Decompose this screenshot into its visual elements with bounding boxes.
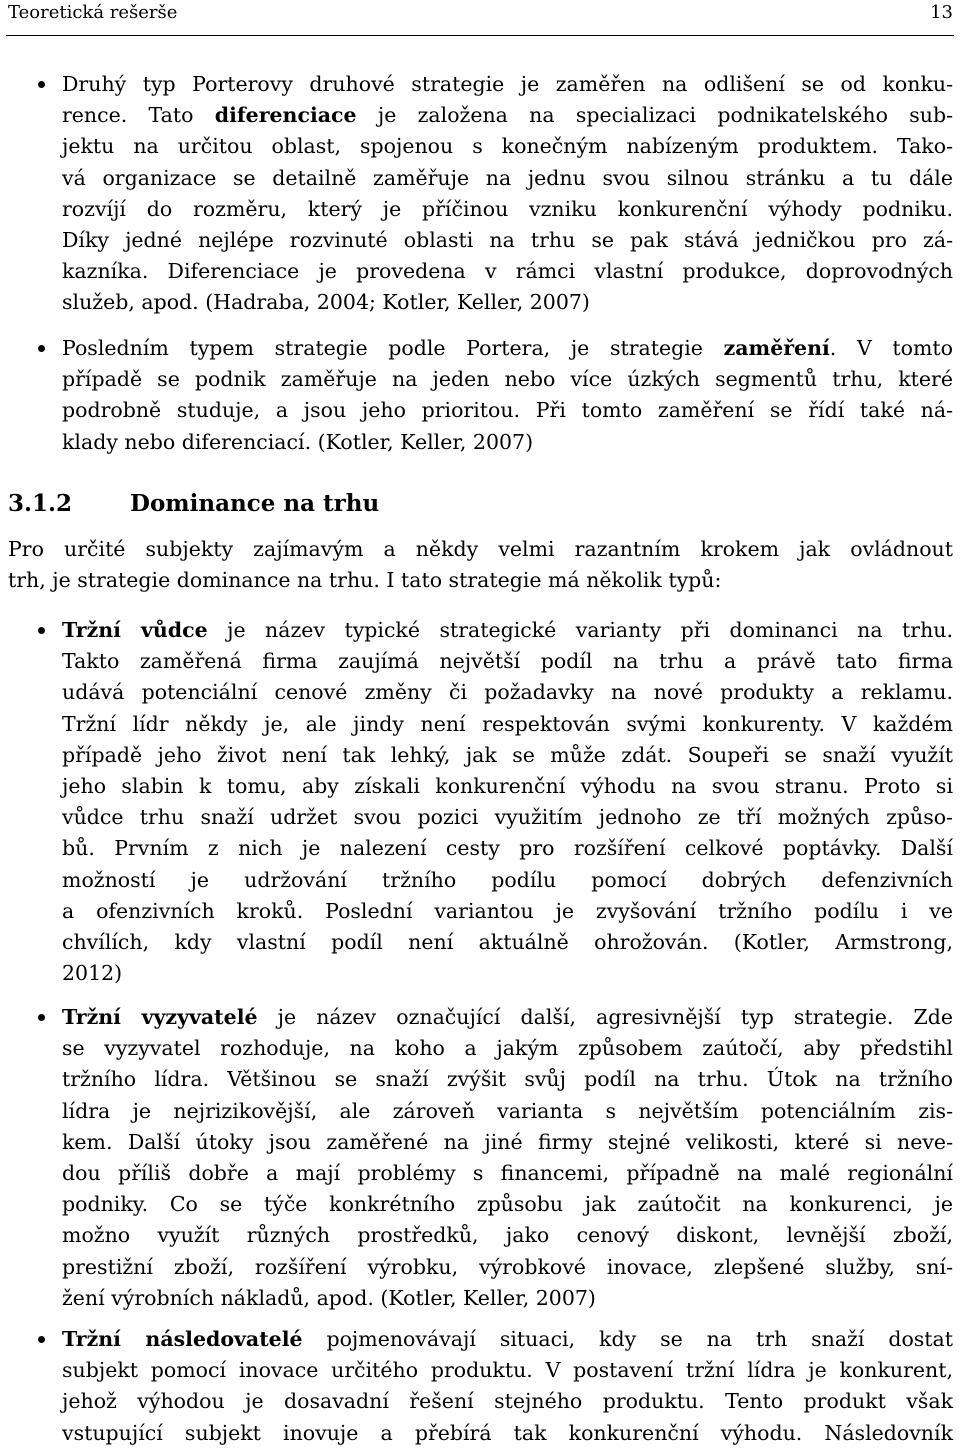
bullet-icon bbox=[38, 1336, 45, 1343]
text-line: žení výrobních nákladů, apod. (Kotler, Keller, 2007) bbox=[62, 1285, 596, 1310]
bullet-icon bbox=[38, 1014, 45, 1021]
text-line bbox=[62, 1324, 953, 1355]
header-title: Teoretická rešerše bbox=[8, 2, 178, 23]
text-line: prestižní zboží, rozšíření výrobku, výrobkové inovace, zlepšené služby, sní- bbox=[62, 1254, 953, 1279]
bullet-item bbox=[0, 69, 953, 319]
text-line: možností je udržování tržního podílu pomocí dobrých defenzivních bbox=[62, 867, 953, 892]
text-run: je založena na specializaci podnikatelského sub- bbox=[356, 103, 953, 128]
text-line: 2012) bbox=[62, 961, 123, 986]
text-line: kem. Další útoky jsou zaměřené na jiné firmy stejné velikosti, které si neve- bbox=[62, 1129, 953, 1154]
text-line: jeho slabin k tomu, aby získali konkurenční výhodu na svou stranu. Proto si bbox=[62, 773, 953, 798]
text-line: vá organizace se detailně zaměřuje na jednu svou silnou stránku a tu dále bbox=[62, 165, 953, 190]
bullet-icon bbox=[38, 627, 45, 634]
text-line bbox=[62, 1002, 953, 1033]
bold-term: Tržní vyzyvatelé bbox=[62, 1005, 258, 1029]
intro-paragraph bbox=[8, 534, 953, 596]
bullet-text bbox=[62, 69, 953, 319]
text-line: trh, je strategie dominance na trhu. I tato strategie má několik typů: bbox=[8, 568, 722, 593]
text-line: případě jeho život není tak lehký, jak se může zdát. Soupeři se snaží využít bbox=[62, 742, 953, 767]
text-line: chvílích, kdy vlastní podíl není aktuálně ohrožován. (Kotler, Armstrong, bbox=[62, 929, 953, 954]
text-line: Pro určité subjekty zajímavým a někdy velmi razantním krokem jak ovládnout bbox=[8, 537, 953, 561]
bullet-icon bbox=[38, 81, 45, 88]
text-line: Druhý typ Porterovy druhové strategie je zaměřen na odlišení se od konku- bbox=[62, 72, 953, 96]
text-line: vůdce trhu snaží udržet svou pozici využitím jednoho ze tří možných způso- bbox=[62, 805, 953, 830]
text-line: jehož výhodou je dosavadní řešení stejného produktu. Tento produkt však bbox=[62, 1389, 953, 1414]
bullet-text bbox=[62, 1324, 953, 1449]
text-run: pojmenovávají situaci, kdy se na trh snaží dostat bbox=[302, 1327, 954, 1351]
bold-term: zaměření bbox=[723, 336, 830, 360]
text-line: a ofenzivních kroků. Poslední variantou je zvyšování tržního podílu i ve bbox=[62, 898, 953, 923]
bold-term: Tržní vůdce bbox=[62, 618, 208, 642]
text-line: udává potenciální cenové změny či požadavky na nové produkty a reklamu. bbox=[62, 680, 953, 705]
text-line bbox=[62, 333, 953, 364]
text-line: bů. Prvním z nich je nalezení cesty pro rozšíření celkové poptávky. Další bbox=[62, 836, 953, 861]
header-rule bbox=[6, 35, 954, 36]
text-line bbox=[62, 615, 953, 646]
bullet-item bbox=[0, 1002, 953, 1314]
bullet-text bbox=[62, 333, 953, 458]
page-number: 13 bbox=[930, 2, 953, 23]
text-line: Tržní lídr někdy je, ale jindy není respektován svými konkurenty. V každém bbox=[62, 711, 953, 736]
text-line: se vyzyvatel rozhoduje, na koho a jakým způsobem zaútočí, aby předstihl bbox=[62, 1036, 953, 1061]
text-line bbox=[62, 100, 953, 131]
text-run: Posledním typem strategie podle Portera, je strategie bbox=[62, 336, 724, 360]
text-line: případě se podnik zaměřuje na jeden nebo více úzkých segmentů trhu, které bbox=[62, 367, 953, 392]
text-run: je název označující další, agresivnější typ strategie. Zde bbox=[257, 1005, 954, 1029]
text-run: rence. Tato bbox=[62, 103, 215, 128]
text-line: vstupující subjekt inovuje a přebírá tak konkurenční výhodu. Následovník bbox=[62, 1420, 953, 1445]
text-line: služeb, apod. (Hadraba, 2004; Kotler, Keller, 2007) bbox=[62, 290, 590, 315]
text-line: klady nebo diferenciací. (Kotler, Keller, 2007) bbox=[62, 429, 534, 454]
text-line: kazníka. Diferenciace je provedena v rámci vlastní produkce, doprovodných bbox=[62, 259, 953, 284]
section-heading bbox=[8, 488, 379, 520]
text-line: rozvíjí do rozměru, který je příčinou vzniku konkurenční výhody podniku. bbox=[62, 196, 953, 221]
section-title: Dominance na trhu bbox=[130, 490, 380, 517]
text-line: Díky jedné nejlépe rozvinuté oblasti na trhu se pak stává jedničkou pro zá- bbox=[62, 227, 953, 252]
text-line: podrobně studuje, a jsou jeho prioritou. Při tomto zaměření se řídí také ná- bbox=[62, 398, 953, 423]
page-header bbox=[8, 0, 953, 26]
text-line: jektu na určitou oblast, spojenou s konečným nabízeným produktem. Tako- bbox=[62, 134, 953, 159]
text-line: možno využít různých prostředků, jako cenový diskont, levnější zboží, bbox=[62, 1223, 953, 1248]
text-line: podniky. Co se týče konkrétního způsobu jak zaútočit na konkurenci, je bbox=[62, 1192, 953, 1217]
bold-term: diferenciace bbox=[214, 103, 357, 128]
section-number: 3.1.2 bbox=[8, 490, 73, 517]
text-line: subjekt pomocí inovace určitého produktu. V postavení tržní lídra je konkurent, bbox=[62, 1358, 953, 1383]
text-run: . V tomto bbox=[829, 336, 953, 360]
text-line: tržního lídra. Většinou se snaží zvýšit svůj podíl na trhu. Útok na tržního bbox=[62, 1067, 953, 1092]
bullet-icon bbox=[38, 345, 45, 352]
bullet-item bbox=[0, 1324, 953, 1449]
bullet-item bbox=[0, 615, 953, 989]
text-line: Takto zaměřená firma zaujímá největší podíl na trhu a právě tato firma bbox=[62, 649, 953, 674]
bullet-text bbox=[62, 615, 953, 989]
text-run: je název typické strategické varianty při dominanci na trhu. bbox=[207, 618, 953, 642]
text-line: dou příliš dobře a mají problémy s financemi, případně na malé regionální bbox=[62, 1160, 953, 1185]
bullet-text bbox=[62, 1002, 953, 1314]
text-line: lídra je nejrizikovější, ale zároveň varianta s největším potenciálním zis- bbox=[62, 1098, 953, 1123]
bold-term: Tržní následovatelé bbox=[62, 1327, 303, 1351]
bullet-item bbox=[0, 333, 953, 458]
